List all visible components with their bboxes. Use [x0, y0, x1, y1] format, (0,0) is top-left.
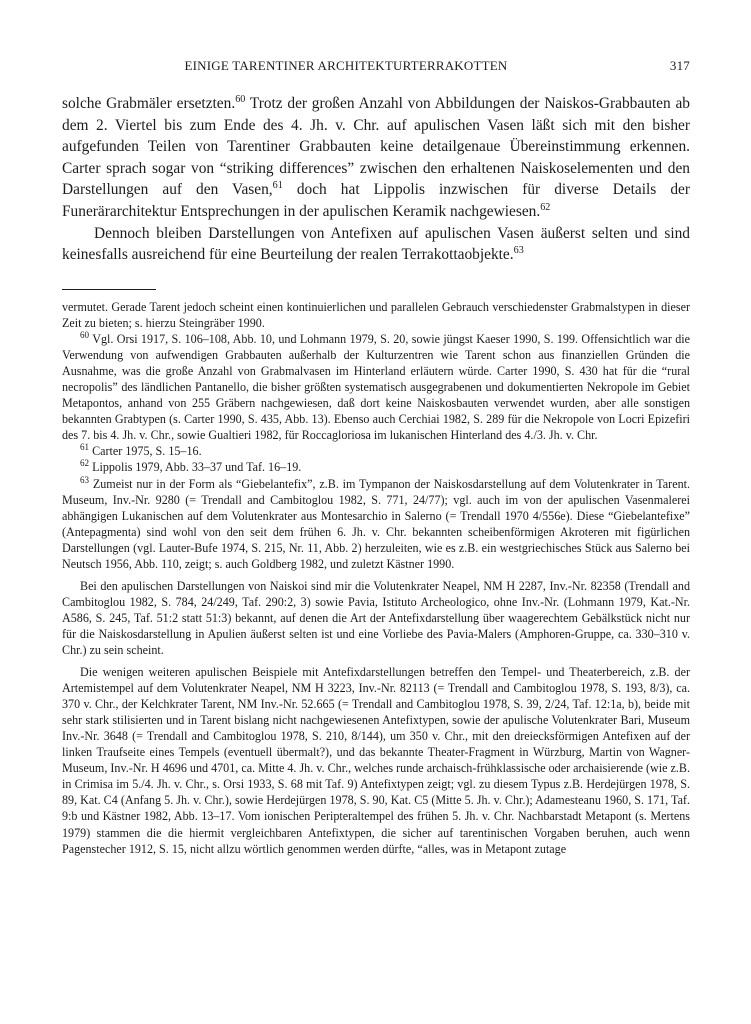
footnote-61-number: 61: [80, 442, 90, 453]
footnote-60: [62, 331, 690, 443]
footnote-separator: [62, 289, 156, 290]
footnote-63-paragraph-3: Die wenigen weiteren apulischen Beispiele mit Antefixdarstellungen betreffen den Tempel- und Theaterbereich, z.B. der Artemistempel auf dem Volutenkrater Neapel, NM H 3223, Inv.-Nr. 82113 (= Trendall and Cambitoglou 1978, S. 193, 8/3), ca. 370 v. Chr., der Kelchkrater Tarent, NM Inv.-Nr. 52.665 (= Trendall and Cambitoglou 1978, S. 39, 2/24, Taf. 12:1a, b), beide mit sehr stark stilisierten und in Tarent bislang nicht nachgewiesenen Antefixtypen, sowie der apulische Volutenkrater Bari, Museum Inv.-Nr. 3648 (= Trendall and Cambitoglou 1978, S. 210, 8/144), um 350 v. Chr., mit den dreiecksförmigen Antefixen auf der linken Traufseite eines Tempels (eventuell übermalt?), und das bekannte Theater-Fragment in Würzburg, Martin von Wagner-Museum, Inv.-Nr. H 4696 und 4701, ca. Mitte 4. Jh. v. Chr., welches runde archaisch-frühklassische oder archaisierende (wie z.B. in Crimisa im 5./4. Jh. v. Chr., s. Orsi 1933, S. 68 mit Taf. 9) Antefixtypen zeigt; vgl. zu diesem Typus z.B. Herdejürgen 1978, S. 89, Kat. C4 (Anfang 5. Jh. v. Chr.), sowie Herdejürgen 1978, S. 90, Kat. C5 (Mitte 5. Jh. v. Chr.); Adamesteanu 1960, S. 171, Taf. 9:b und Kästner 1982, Abb. 13–17. Vom ionischen Peripteraltempel des frühen 5. Jh. v. Chr. Nachbarstadt Metapont (s. Mertens 1979) stammen die die hiermit vergleichbaren Antefixtypen, die sicher auf tarentinischen Vorgaben beruhen, auch wenn Pagenstecher 1912, S. 15, nicht allzu wörtlich genommen werden dürfte, “alles, was in Metapont zutage: [62, 665, 690, 856]
footnote-60-number: 60: [80, 330, 90, 341]
footnote-61: [62, 443, 690, 459]
footnote-60-text: Vgl. Orsi 1917, S. 106–108, Abb. 10, und Lohmann 1979, S. 20, sowie jüngst Kaeser 1990, S. 199. Offensichtlich war die Verwendung von aufwendigen Grabbauten außerhalb der Kulturzentren wie Tarent schon aus finanziellen Gründen die Ausnahme, was die große Anzahl von Grabmalvasen im Hinterland erläutern würde. Carter 1990, S. 430 hat für die “rural necropolis” des ländlichen Pantanello, die bisher größten systematisch ausgegrabenen und dokumentierten Nekropole im Gebiet Metapontos, anhand von 255 Gräbern nachgewiesen, daß dort keine Naiskosbauten verwendet wurden, aber alle sonstigen bekannten Grabtypen (s. Carter 1990, S. 435, Abb. 13). Ebenso auch Cerchiai 1982, S. 289 für die Nekropole von Locri Epizefiri des 7. bis 4. Jh. v. Chr., sowie Gualtieri 1982, für Roccagloriosa im lukanischen Hinterland des 4./3. Jh. v. Chr.: [62, 332, 690, 443]
footnote-62-text: Lippolis 1979, Abb. 33–37 und Taf. 16–19.: [89, 460, 302, 475]
footnote-ref-62: 62: [540, 201, 551, 213]
paragraph-2: [62, 223, 690, 266]
footnote-continuation: vermutet. Gerade Tarent jedoch scheint einen kontinuierlichen und parallelen Gebrauch verschiedenster Grabmalstypen in dieser Zeit zu bieten; s. hierzu Steingräber 1990.: [62, 300, 690, 331]
footnote-63-paragraph-2: Bei den apulischen Darstellungen von Naiskoi sind mir die Volutenkrater Neapel, NM H 2287, Inv.-Nr. 82358 (Trendall and Cambitoglou 1982, S. 784, 24/249, Taf. 290:2, 3) sowie Pavia, Istituto Archeologico, ohne Inv.-Nr. (Lohmann 1979, Kat.-Nr. A586, S. 245, Taf. 51:2 statt 51:3) bekannt, auf denen die Art der Antefixdarstellung über waagerechtem Gebälkstück nicht nur für die Naiskosdarstellung in Apulien äußerst selten ist und eine Vorliebe des Pavia-Malers (Amphoren-Gruppe, ca. 330–310 v. Chr.) zu sein scheint.: [62, 578, 690, 657]
footnote-63-number: 63: [80, 474, 90, 485]
paragraph-1-text-a: solche Grabmäler ersetzten.: [62, 95, 236, 112]
footnote-ref-63: 63: [513, 245, 524, 257]
footnote-62-number: 62: [80, 458, 90, 469]
paragraph-1-text-b: Trotz der großen Anzahl von Abbildungen der Naiskos-Grabbauten ab dem 2. Viertel bis zum Ende des 4. Jh. v. Chr. auf apulischen Vasen läßt sich mit den bisher aufgefunden Teilen von Tarentiner Grabbauten keine detailgenaue Übereinstimmung erkennen. Carter sprach sogar von “striking differences” zwischen den erhaltenen Naiskoselementen und den Darstellungen auf den Vasen,: [62, 95, 690, 199]
footnote-ref-60: 60: [235, 93, 246, 105]
paragraph-1: [62, 93, 690, 223]
footnote-62: [62, 459, 690, 475]
page-number: 317: [669, 58, 690, 73]
footnote-63: [62, 476, 690, 572]
main-text: [62, 93, 690, 266]
footnotes: [62, 299, 690, 857]
footnote-ref-61: 61: [272, 180, 283, 192]
paragraph-1-text-c: doch hat Lippolis inzwischen für diverse Details der Funerärarchitektur Entsprechungen in der apulischen Keramik nachgewiesen.: [62, 181, 690, 220]
footnote-63-text: Zumeist nur in der Form als “Giebelantefix”, z.B. im Tympanon der Naiskosdarstellung auf dem Volutenkrater in Tarent. Museum, Inv.-Nr. 9280 (= Trendall and Cambitoglou 1982, S. 771, 24/77); vgl. auch im von der apulischen Vasenmalerei abhängigen Lukanischen auf dem Volutenkrater aus Montesarchio in Salerno (= Trendall 1970 4/556e). Diese “Giebelantefixe” (Antepagmenta) sind wohl von den seit dem frühen 6. Jh. v. Chr. bekannten scheibenförmigen Akroteren mit figürlichen Darstellungen (vgl. Lauter-Bufe 1974, S. 215, Nr. 11, Abb. 2) herzuleiten, wie es z.B. ein westgriechisches Stück aus Salerno bei Neutsch 1956, Abb. 110, zeigt; s. auch Goldberg 1982, und zuletzt Kästner 1990.: [62, 476, 690, 571]
running-header: [62, 58, 690, 80]
paragraph-2-text: Dennoch bleiben Darstellungen von Antefixen auf apulischen Vasen äußerst selten und sind keinesfalls ausreichend für eine Beurteilung der realen Terrakottaobjekte.: [62, 224, 690, 264]
footnote-61-text: Carter 1975, S. 15–16.: [89, 444, 202, 459]
running-title: EINIGE TARENTINER ARCHITEKTURTERRAKOTTEN: [184, 58, 508, 73]
